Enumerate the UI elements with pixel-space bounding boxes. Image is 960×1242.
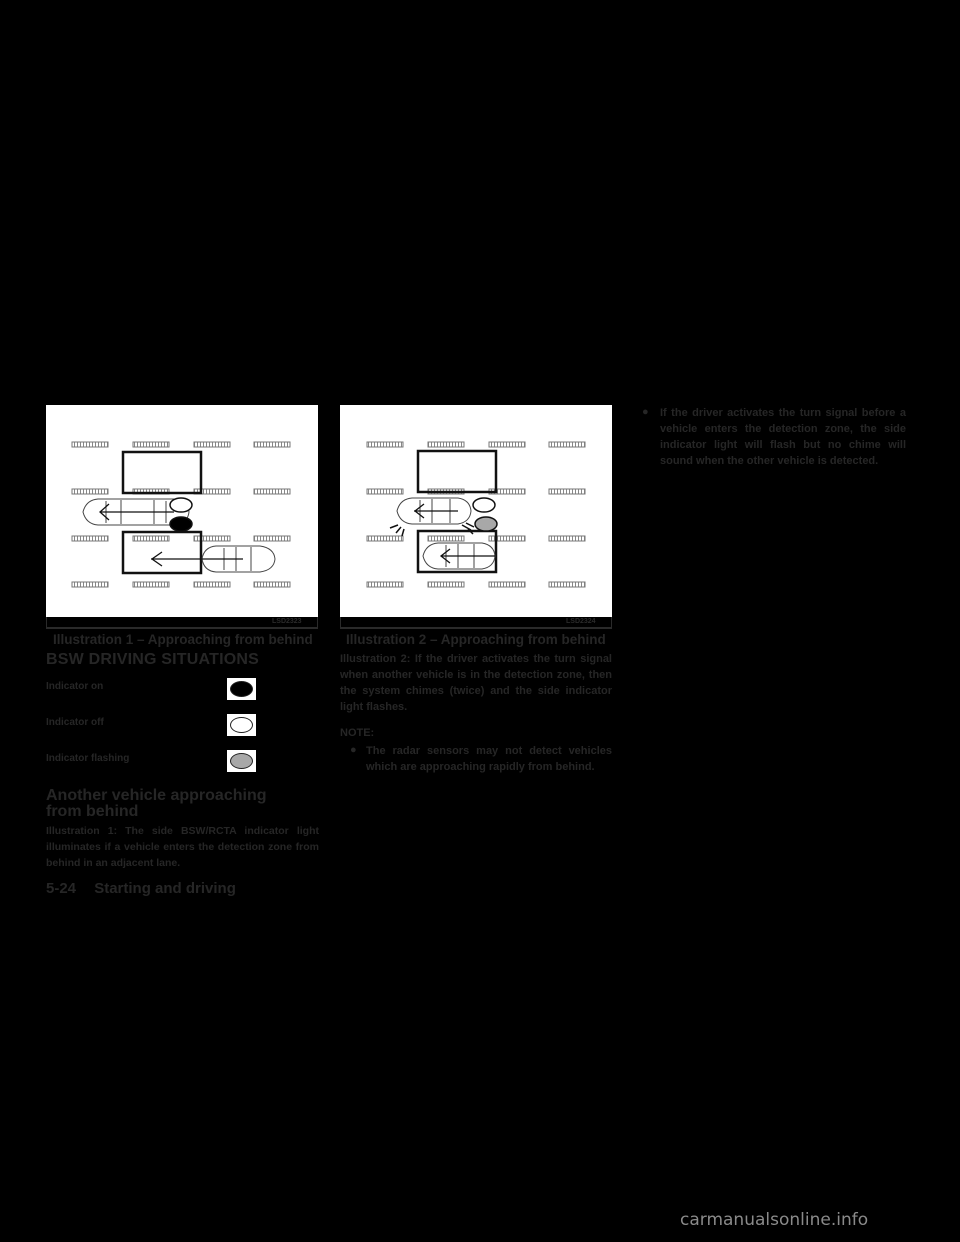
- legend-label-flashing: Indicator flashing: [46, 753, 130, 764]
- note-bullet: ●: [642, 406, 649, 418]
- indicator-flashing-icon: [230, 753, 253, 769]
- chapter-title: Starting and driving: [94, 880, 236, 897]
- paragraph-illustration-1: Illustration 1: The side BSW/RCTA indicator light illuminates if a vehicle enters the detection zone from behind in an adjacent lane.: [46, 825, 319, 869]
- legend-label-on: Indicator on: [46, 681, 104, 692]
- indicator-flashing-icon: [475, 517, 497, 531]
- subsection-title: Another vehicle approaching from behind: [46, 787, 267, 820]
- page-number: 5-24: [46, 880, 77, 897]
- legend-indicator-on: [227, 678, 256, 700]
- indicator-off-icon: [473, 498, 495, 512]
- illustration-1-rule: [46, 627, 318, 629]
- note-item-1: The radar sensors may not detect vehicles which are approaching rapidly from behind.: [366, 745, 612, 773]
- illustration-1-edge: [317, 617, 318, 628]
- illustration-2-diagram: [340, 405, 612, 617]
- illustration-1-diagram: [46, 405, 318, 617]
- illustration-2-edge: [340, 617, 341, 628]
- legend-indicator-flashing: [227, 750, 256, 772]
- illustration-2-edge: [611, 617, 612, 628]
- illustration-1-edge: [46, 617, 47, 628]
- indicator-on-icon: [230, 681, 253, 697]
- illustration-2: [340, 405, 612, 617]
- turn-signal-flash-marks: [390, 523, 474, 536]
- approaching-car: [151, 546, 275, 572]
- illustration-1-code: LSD2323: [272, 618, 302, 625]
- paragraph-illustration-2: Illustration 2: If the driver activates the turn signal when another vehicle is in the detection zone, then the system chimes (twice) and the side indicator light flashes.: [340, 653, 612, 713]
- section-title: BSW DRIVING SITUATIONS: [46, 651, 259, 668]
- watermark: carmanualsonline.info: [680, 1210, 869, 1230]
- illustration-1-caption: Illustration 1 – Approaching from behind: [53, 632, 313, 647]
- approaching-car: [423, 543, 495, 569]
- subject-car: [397, 498, 471, 524]
- indicator-on-icon: [170, 517, 192, 531]
- note-label: NOTE:: [340, 727, 375, 739]
- illustration-2-caption: Illustration 2 – Approaching from behind: [346, 632, 606, 647]
- illustration-1: [46, 405, 318, 617]
- indicator-off-icon: [170, 498, 192, 512]
- note-item-2: If the driver activates the turn signal before a vehicle enters the detection zone, the side indicator light will flash but no chime will sound when the other vehicle is detected.: [660, 407, 906, 467]
- indicator-off-icon: [230, 717, 253, 733]
- page-footer: [46, 880, 236, 897]
- note-bullet: ●: [350, 744, 357, 756]
- illustration-2-code: LSD2324: [566, 618, 596, 625]
- legend-indicator-off: [227, 714, 256, 736]
- illustration-2-rule: [340, 627, 612, 629]
- legend-label-off: Indicator off: [46, 717, 104, 728]
